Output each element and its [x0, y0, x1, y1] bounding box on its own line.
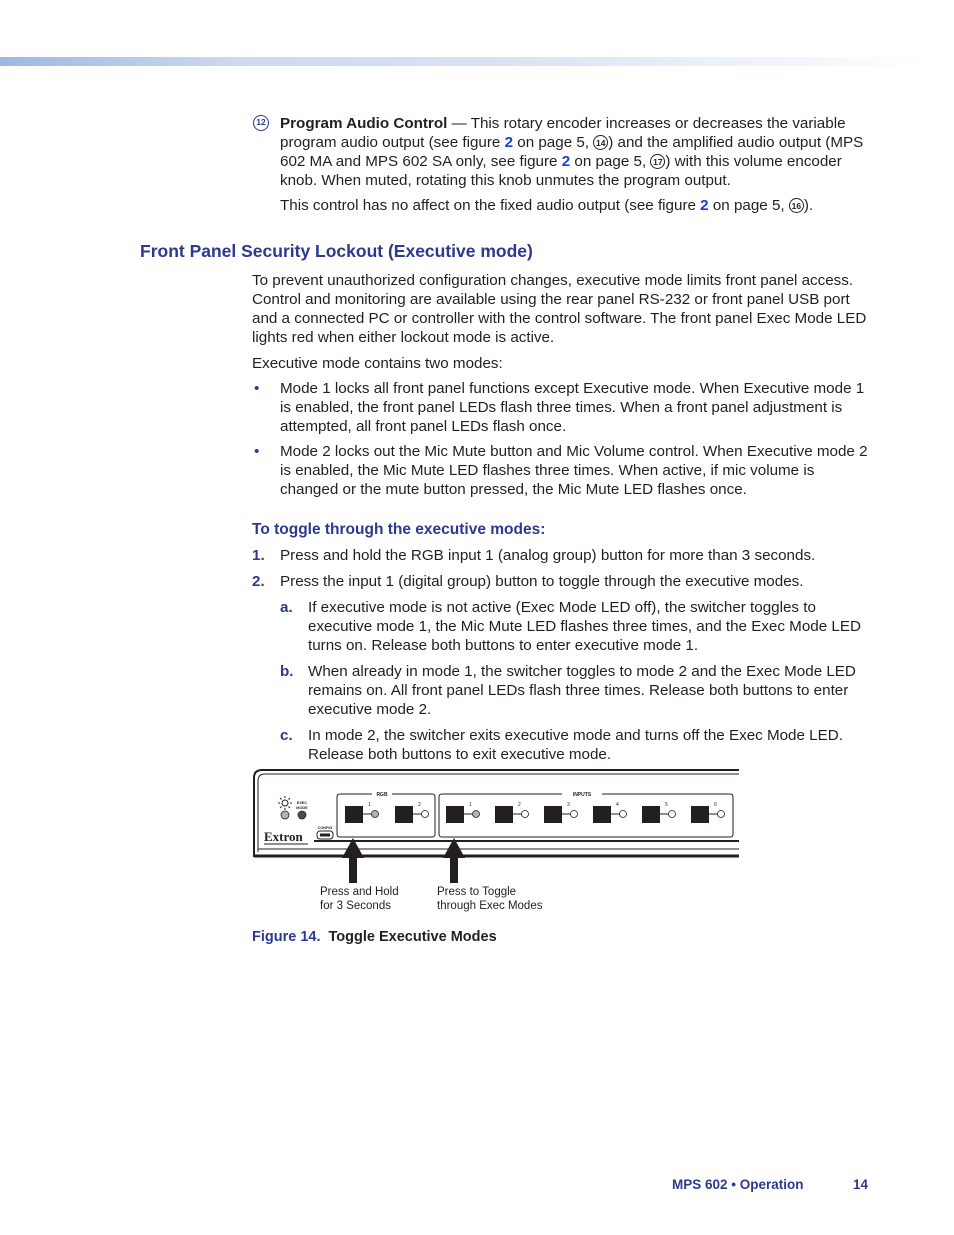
callout-number-icon: 17	[650, 154, 665, 169]
step-2: 2. Press the input 1 (digital group) button to toggle through the executive modes.	[252, 573, 804, 590]
item-12-paragraph-2: This control has no affect on the fixed audio output (see figure 2 on page 5, 16 ).	[280, 197, 814, 214]
item-12-text: This rotary encoder increases or decreases the variable program audio output (see figure 2 on page 5, 14 ) and the amplified audio output (MPS 602 MA and MPS 602 SA only, see figure 2 on page 5, 17 ) with this volume encoder knob. When muted, rotating this knob unmutes the program output.	[280, 115, 864, 189]
procedure-steps	[252, 546, 872, 771]
svg-text:Extron: Extron	[264, 829, 303, 844]
substep-c: c. In mode 2, the switcher exits executive mode and turns off the Exec Mode LED. Release both buttons to exit executive mode.	[280, 727, 843, 763]
svg-text:MODE: MODE	[296, 806, 308, 810]
svg-text:3: 3	[567, 802, 570, 808]
brightness-icon	[278, 796, 292, 810]
svg-text:6: 6	[714, 802, 717, 808]
input-button-6	[691, 806, 709, 823]
callout-press-to-toggle: Press to Toggle through Exec Modes	[437, 886, 543, 912]
item-12-title: Program Audio Control	[280, 115, 448, 132]
svg-text:EXEC: EXEC	[296, 801, 308, 805]
footer-page-number: 14	[853, 1177, 869, 1192]
list-item: • Mode 1 locks all front panel functions except Executive mode. When Executive mode 1 is enabled, the front panel LEDs flash three times. When a front panel adjustment is attempted, all front panel LEDs flash once.	[254, 380, 865, 435]
section-heading: Front Panel Security Lockout (Executive mode)	[140, 241, 533, 261]
figure-caption	[252, 928, 497, 947]
section-body	[252, 271, 872, 505]
figure-number: Figure 14.	[252, 929, 321, 945]
intro-paragraph: To prevent unauthorized configuration changes, executive mode limits front panel access. Control and monitoring are available using the rear panel RS-232 or front panel USB port and a connected PC or controller with the control software. The front panel Exec Mode LED lights red when either lockout mode is active.	[252, 272, 867, 346]
bullet-icon: •	[254, 443, 260, 460]
arrow-up-icon	[342, 838, 364, 883]
modes-list	[252, 379, 872, 499]
procedure-heading: To toggle through the executive modes:	[252, 521, 546, 538]
modes-intro: Executive mode contains two modes:	[252, 355, 503, 372]
front-panel-figure	[252, 768, 742, 918]
arrow-up-icon	[443, 838, 465, 883]
callout-press-and-hold: Press and Hold for 3 Seconds	[320, 886, 399, 912]
input-button-3	[544, 806, 562, 823]
input-button-1	[446, 806, 464, 823]
callout-number-icon: 14	[593, 135, 608, 150]
substep-b: b. When already in mode 1, the switcher toggles to mode 2 and the Exec Mode LED remains on. All front panel LEDs flash three times. Release both buttons to enter executive mode 2.	[280, 663, 856, 718]
input-button-5	[642, 806, 660, 823]
header-gradient-bar	[0, 57, 930, 66]
svg-text:4: 4	[616, 802, 619, 808]
input-button-4	[593, 806, 611, 823]
svg-text:5: 5	[665, 802, 668, 808]
item-12-program-audio-control	[253, 114, 873, 215]
svg-text:1: 1	[368, 802, 371, 808]
svg-text:RGB: RGB	[376, 792, 388, 798]
step-1: 1. Press and hold the RGB input 1 (analog group) button for more than 3 seconds.	[252, 547, 816, 564]
figure-link[interactable]: 2	[561, 153, 571, 170]
callout-number-12-icon: 12	[253, 115, 269, 131]
figure-title: Toggle Executive Modes	[328, 929, 497, 945]
svg-text:2: 2	[418, 802, 421, 808]
figure-link[interactable]: 2	[700, 197, 709, 214]
substep-a: a. If executive mode is not active (Exec Mode LED off), the switcher toggles to executive mode 1, the Mic Mute LED flashes three times, and the Exec Mode LED turns on. Release both buttons to enter executive mode 1.	[280, 599, 861, 654]
bullet-icon: •	[254, 380, 260, 397]
svg-text:INPUTS: INPUTS	[572, 792, 592, 798]
footer-doc-section: MPS 602 • Operation	[672, 1177, 804, 1192]
list-item: • Mode 2 locks out the Mic Mute button and Mic Volume control. When Executive mode 2 is enabled, the Mic Mute LED flashes three times. When active, if mic volume is changed or the mute button pressed, the Mic Mute LED flashes once.	[254, 443, 868, 498]
item-12-paragraph-1: Program Audio Control — This rotary encoder increases or decreases the variable program audio output (see figure 2 on page 5, 14 ) and the amplified audio output (MPS 602 MA and MPS 602 SA only, see figure 2 on page 5, 17 ) with this volume encoder knob. When muted, rotating this knob unmutes the program output.	[280, 115, 864, 189]
svg-text:CONFIG: CONFIG	[317, 826, 333, 830]
svg-text:2: 2	[518, 802, 521, 808]
input-button-2	[495, 806, 513, 823]
callout-number-icon: 16	[789, 198, 804, 213]
svg-text:1: 1	[469, 802, 472, 808]
figure-link[interactable]: 2	[504, 134, 514, 151]
